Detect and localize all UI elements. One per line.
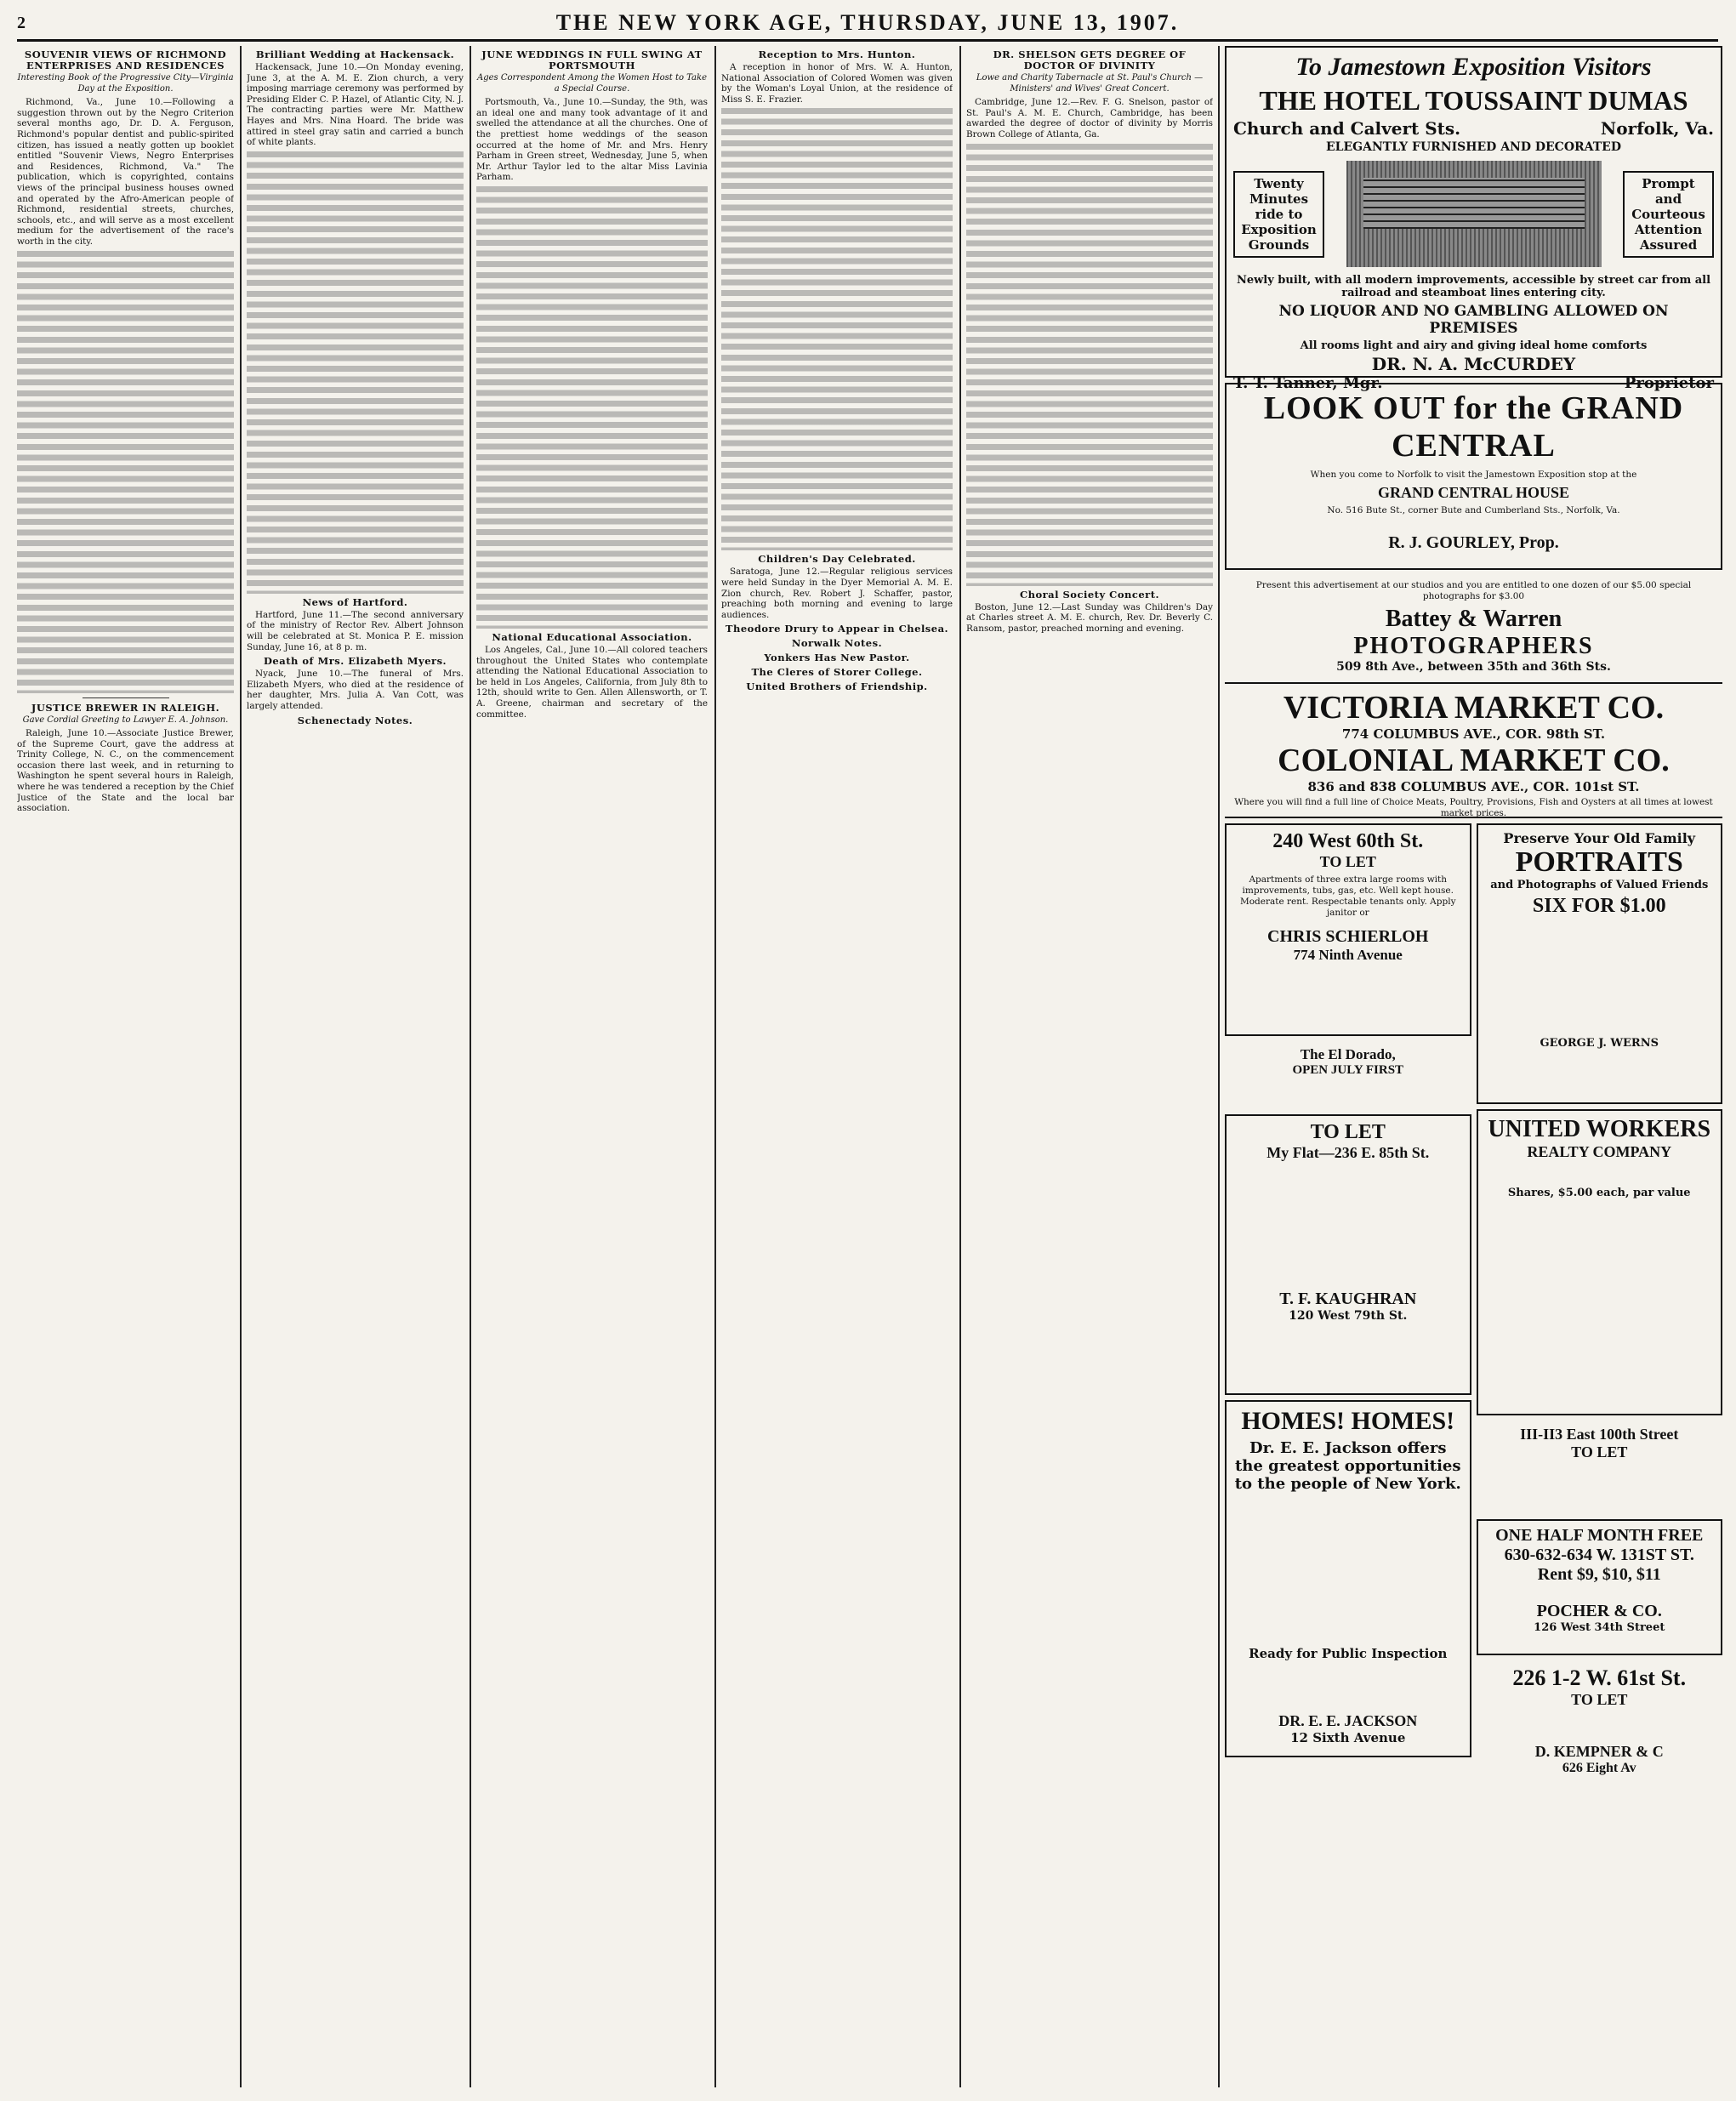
subheadline: Gave Cordial Greeting to Lawyer E. A. Johnson. <box>22 715 229 725</box>
hotel-building-image <box>1346 161 1602 267</box>
grand-central-house: GRAND CENTRAL HOUSE <box>1377 484 1570 501</box>
agent-address: 12 Sixth Avenue <box>1290 1730 1406 1745</box>
article-body: Saratoga, June 12.—Regular religious services were held Sunday in the Dyer Memorial A. M. E. Zion church, Rev. Robert J. Schaffer, pastor, preaching both morning and evening to large audiences. <box>721 567 953 620</box>
ad-headline: To Jamestown Exposition Visitors <box>1295 53 1652 81</box>
article-text-block <box>17 251 234 693</box>
battey-warren-ad <box>1225 575 1722 677</box>
article-body: Los Angeles, Cal., June 10.—All colored teachers throughout the United States who contemplate attending the National Educational Association to be held in Los Angeles, California, from July 8th to 12th, should write to Gen. Allen Allensworth, or T. A. Greene, chairman and secretary of the committee. <box>476 644 708 720</box>
to-let-label: TO LET <box>1571 1443 1628 1460</box>
hotel-toussaint-dumas-ad <box>1225 46 1722 392</box>
headline: National Educational Association. <box>492 630 692 643</box>
column-4 <box>721 46 953 2087</box>
to-let-label: TO LET <box>1319 853 1376 870</box>
ad-headline: 240 West 60th St. <box>1272 830 1424 852</box>
ad-headline: PORTRAITS <box>1515 846 1683 878</box>
headline: JUNE WEDDINGS IN FULL SWING AT PORTSMOUTH <box>481 48 703 71</box>
victoria-market: VICTORIA MARKET CO. <box>1283 690 1665 726</box>
ad-headline: The El Dorado, <box>1300 1046 1396 1062</box>
article-text-block <box>966 144 1213 586</box>
proprietor-label: Proprietor <box>1624 374 1714 392</box>
battey-address: 509 8th Ave., between 35th and 36th Sts. <box>1336 660 1611 674</box>
hotel-city: Norfolk, Va. <box>1600 118 1714 139</box>
portraits-ad <box>1477 823 1723 1104</box>
headline: Schenectady Notes. <box>297 714 413 726</box>
ad-body: When you come to Norfolk to visit the Jamestown Exposition stop at the <box>1310 470 1637 480</box>
ad-headline: 226 1-2 W. 61st St. <box>1512 1665 1687 1690</box>
subheadline: Interesting Book of the Progressive City—Virginia Day at the Exposition. <box>17 73 234 94</box>
masthead <box>17 7 1718 42</box>
column-2 <box>247 46 464 2087</box>
headline: Brilliant Wedding at Hackensack. <box>255 48 455 60</box>
attention-box: Prompt and Courteous Attention Assured <box>1623 171 1714 258</box>
headline: DR. SHELSON GETS DEGREE OF DOCTOR OF DIVINITY <box>993 48 1187 71</box>
united-workers-ad <box>1477 1109 1723 1415</box>
article-body: Hackensack, June 10.—On Monday evening, June 3, at the A. M. E. Zion church, a very imposing marriage ceremony was performed by Presiding Elder C. P. Hazel, of Atlantic City, N. J. The contracting parties were Mr. Matthew Hayes and Mrs. Nina Hoard. The bride was attired in steel gray satin and carried a bunch of white plants. <box>247 62 464 148</box>
ad-headline: HOMES! HOMES! <box>1241 1407 1455 1435</box>
ad-headline: LOOK OUT for the GRAND CENTRAL <box>1263 390 1684 464</box>
agent-name: CHRIS SCHIERLOH <box>1267 927 1429 946</box>
agent-name: D. KEMPNER & C <box>1534 1743 1664 1760</box>
grand-central-address: No. 516 Bute St., corner Bute and Cumberland Sts., Norfolk, Va. <box>1327 505 1620 515</box>
inspection-note: Ready for Public Inspection <box>1249 1646 1448 1661</box>
headline: SOUVENIR VIEWS OF RICHMOND ENTERPRISES AND RESIDENCES <box>24 48 227 71</box>
hotel-manager: T. T. Tanner, Mgr. <box>1233 374 1383 392</box>
colonial-tagline: Where you will find a full line of Choice Meats, Poultry, Provisions, Fish and Oysters at all times at lowest market prices. <box>1234 797 1713 818</box>
column-rule <box>1218 46 1220 2087</box>
ad-headline: III-II3 East 100th Street <box>1520 1426 1679 1443</box>
to-let-label: TO LET <box>1571 1691 1628 1708</box>
my-flat-ad <box>1225 1114 1471 1395</box>
agent-name: T. F. KAUGHRAN <box>1279 1290 1417 1308</box>
column-rule <box>959 46 961 2087</box>
article-body: Nyack, June 10.—The funeral of Mrs. Elizabeth Myers, who died at the residence of her daughter, Mrs. Julia A. Van Cott, was largely attended. <box>247 669 464 711</box>
homes-ad <box>1225 1400 1471 1757</box>
subheadline: Ages Correspondent Among the Women Host to Take a Special Course. <box>476 73 707 94</box>
ad-headline: UNITED WORKERS <box>1488 1116 1711 1142</box>
agent-address: 774 Ninth Avenue <box>1293 947 1403 963</box>
ad-headline: ONE HALF MONTH FREE <box>1495 1526 1704 1545</box>
colonial-address: 836 and 838 COLUMBUS AVE., COR. 101st ST. <box>1307 779 1640 794</box>
article-body: Hartford, June 11.—The second anniversary of the ministry of Rector Rev. Albert Johnson will be celebrated at St. Monica P. E. mission Sunday, June 16, at 8 p. m. <box>247 609 464 652</box>
agent-address: 126 West 34th Street <box>1534 1621 1665 1634</box>
grand-central-ad <box>1225 383 1722 570</box>
headline: Death of Mrs. Elizabeth Myers. <box>263 655 447 668</box>
ad-headline: My Flat—236 E. 85th St. <box>1266 1144 1430 1161</box>
rooms-note: All rooms light and airy and giving ideal home comforts <box>1300 339 1648 352</box>
article-body: Portsmouth, Va., June 10.—Sunday, the 9th, was an ideal one and many took advantage of it and swelled the attendance at all the churches. One of the prettiest home weddings of the season occurred at the home of Mr. and Mrs. Henry Parham in Green street, Wednesday, June 5, when Mr. Arthur Taylor led to the altar Miss Lavinia Parham. <box>476 97 708 183</box>
newspaper-title: THE NEW YORK AGE, THURSDAY, JUNE 13, 1907. <box>555 10 1180 35</box>
headline: Theodore Drury to Appear in Chelsea. <box>725 623 949 635</box>
article-body: A reception in honor of Mrs. W. A. Hunton, National Association of Colored Women was given by the Woman's Loyal Union, at the residence of Miss S. E. Frazier. <box>721 62 953 105</box>
ad-body: Dr. E. E. Jackson offers the greatest opportunities to the people of New York. <box>1234 1439 1461 1493</box>
agent-name: GEORGE J. WERNS <box>1540 1037 1659 1050</box>
ad-body: Apartments of three extra large rooms with improvements, tubs, gas, etc. Well kept house. Moderate rent. Respectable tenants only. Apply janitor or <box>1239 874 1456 918</box>
agent-address: 120 West 79th St. <box>1289 1309 1408 1323</box>
article-body: Raleigh, June 10.—Associate Justice Brewer, of the Supreme Court, gave the address at Trinity College, N. C., on the commencement occasion there last week, and in returning to Washington he spent several hours in Raleigh, where he was tendered a reception by the Chief Justice of the State and the local bar association. <box>17 728 234 814</box>
headline: United Brothers of Friendship. <box>746 680 928 693</box>
column-rule <box>240 46 242 2087</box>
agent-name: DR. E. E. JACKSON <box>1278 1712 1418 1729</box>
headline: News of Hartford. <box>302 595 408 608</box>
page-number: 2 <box>17 13 26 32</box>
victoria-address: 774 COLUMBUS AVE., COR. 98th ST. <box>1341 726 1606 742</box>
no-liquor-notice: NO LIQUOR AND NO GAMBLING ALLOWED ON PREMISES <box>1278 303 1669 337</box>
half-month-free-ad <box>1477 1519 1723 1655</box>
article-body: Cambridge, June 12.—Rev. F. G. Snelson, pastor of St. Paul's A. M. E. Church, Cambridge, has been awarded the degree of doctor of divinity by Morris Brown College of Atlanta, Ga. <box>966 97 1213 139</box>
ad-address: 630-632-634 W. 131ST ST. <box>1504 1546 1694 1564</box>
colonial-market: COLONIAL MARKET CO. <box>1278 743 1670 778</box>
headline: JUSTICE BREWER IN RALEIGH. <box>31 701 220 714</box>
hotel-owner: DR. N. A. McCURDEY <box>1371 354 1576 374</box>
column-rule <box>470 46 471 2087</box>
column-rule <box>714 46 716 2087</box>
article-text-block <box>247 151 464 594</box>
subheadline: Lowe and Charity Tabernacle at St. Paul's Church — Ministers' and Wives' Great Concert. <box>976 73 1204 94</box>
headline: Yonkers Has New Pastor. <box>764 652 910 664</box>
opening-date: OPEN JULY FIRST <box>1292 1063 1404 1077</box>
west-60th-ad <box>1225 823 1471 1036</box>
article-text-block <box>721 108 953 550</box>
column-3 <box>476 46 708 2087</box>
ride-box: Twenty Minutes ride to Exposition Grounds <box>1233 171 1324 258</box>
ad-subhead: REALTY COMPANY <box>1527 1143 1672 1160</box>
grand-central-proprietor: R. J. GOURLEY, Prop. <box>1388 533 1559 552</box>
share-price: Shares, $5.00 each, par value <box>1507 1187 1691 1199</box>
hotel-tagline: ELEGANTLY FURNISHED AND DECORATED <box>1326 140 1621 154</box>
divider <box>83 697 169 698</box>
battey-title: PHOTOGRAPHERS <box>1353 633 1594 659</box>
battey-offer: Present this advertisement at our studios and you are entitled to one dozen of our $5.00 special photographs for $3.00 <box>1255 580 1692 601</box>
headline: Reception to Mrs. Hunton. <box>758 48 916 60</box>
headline: Norwalk Notes. <box>791 637 883 650</box>
agent-address: 626 Eight Av <box>1562 1761 1636 1775</box>
market-ad <box>1225 682 1722 818</box>
hotel-address: Church and Calvert Sts. <box>1233 118 1461 139</box>
article-body: Boston, June 12.—Last Sunday was Children's Day at Charles street A. M. E. church, Rev. Dr. Beverly C. Ransom, pastor, preached morning and evening. <box>966 601 1213 634</box>
headline: The Cleres of Storer College. <box>751 666 923 679</box>
east-100th-ad <box>1477 1421 1723 1514</box>
ad-subhead: and Photographs of Valued Friends <box>1490 879 1709 891</box>
hotel-description: Newly built, with all modern improvements, accessible by street car from all railroad and steamboat lines entering city. <box>1236 274 1711 299</box>
column-5 <box>966 46 1213 2087</box>
to-let-label: TO LET <box>1310 1121 1386 1143</box>
column-1 <box>17 46 234 2087</box>
battey-name: Battey & Warren <box>1385 606 1562 632</box>
agent-name: POCHER & CO. <box>1536 1602 1662 1620</box>
ad-kicker: Preserve Your Old Family <box>1503 830 1696 846</box>
hotel-name: THE HOTEL TOUSSAINT DUMAS <box>1259 85 1688 116</box>
article-text-block <box>476 186 708 629</box>
price: SIX FOR $1.00 <box>1532 895 1666 917</box>
advertisements-column <box>1225 46 1722 2087</box>
article-body: Richmond, Va., June 10.—Following a suggestion thrown out by the Negro Criterion several months ago, Dr. D. A. Ferguson, Richmond's popular dentist and public-spirited citizen, has issued a neatly gotten up booklet entitled "Souvenir Views, Negro Enterprises and Residences, Richmond, Va." The publication, which is copyrighted, contains views of the principal business houses owned and operated by the Afro-American people of Richmond, residential streets, churches, schools, etc., and will serve as a most excellent medium for the advertisement of the race's worth in the city. <box>17 97 234 247</box>
headline: Children's Day Celebrated. <box>758 553 916 566</box>
el-dorado-ad <box>1225 1041 1471 1109</box>
west-61st-ad <box>1477 1660 1723 1796</box>
rent-range: Rent $9, $10, $11 <box>1537 1565 1661 1584</box>
headline: Choral Society Concert. <box>1019 588 1160 601</box>
